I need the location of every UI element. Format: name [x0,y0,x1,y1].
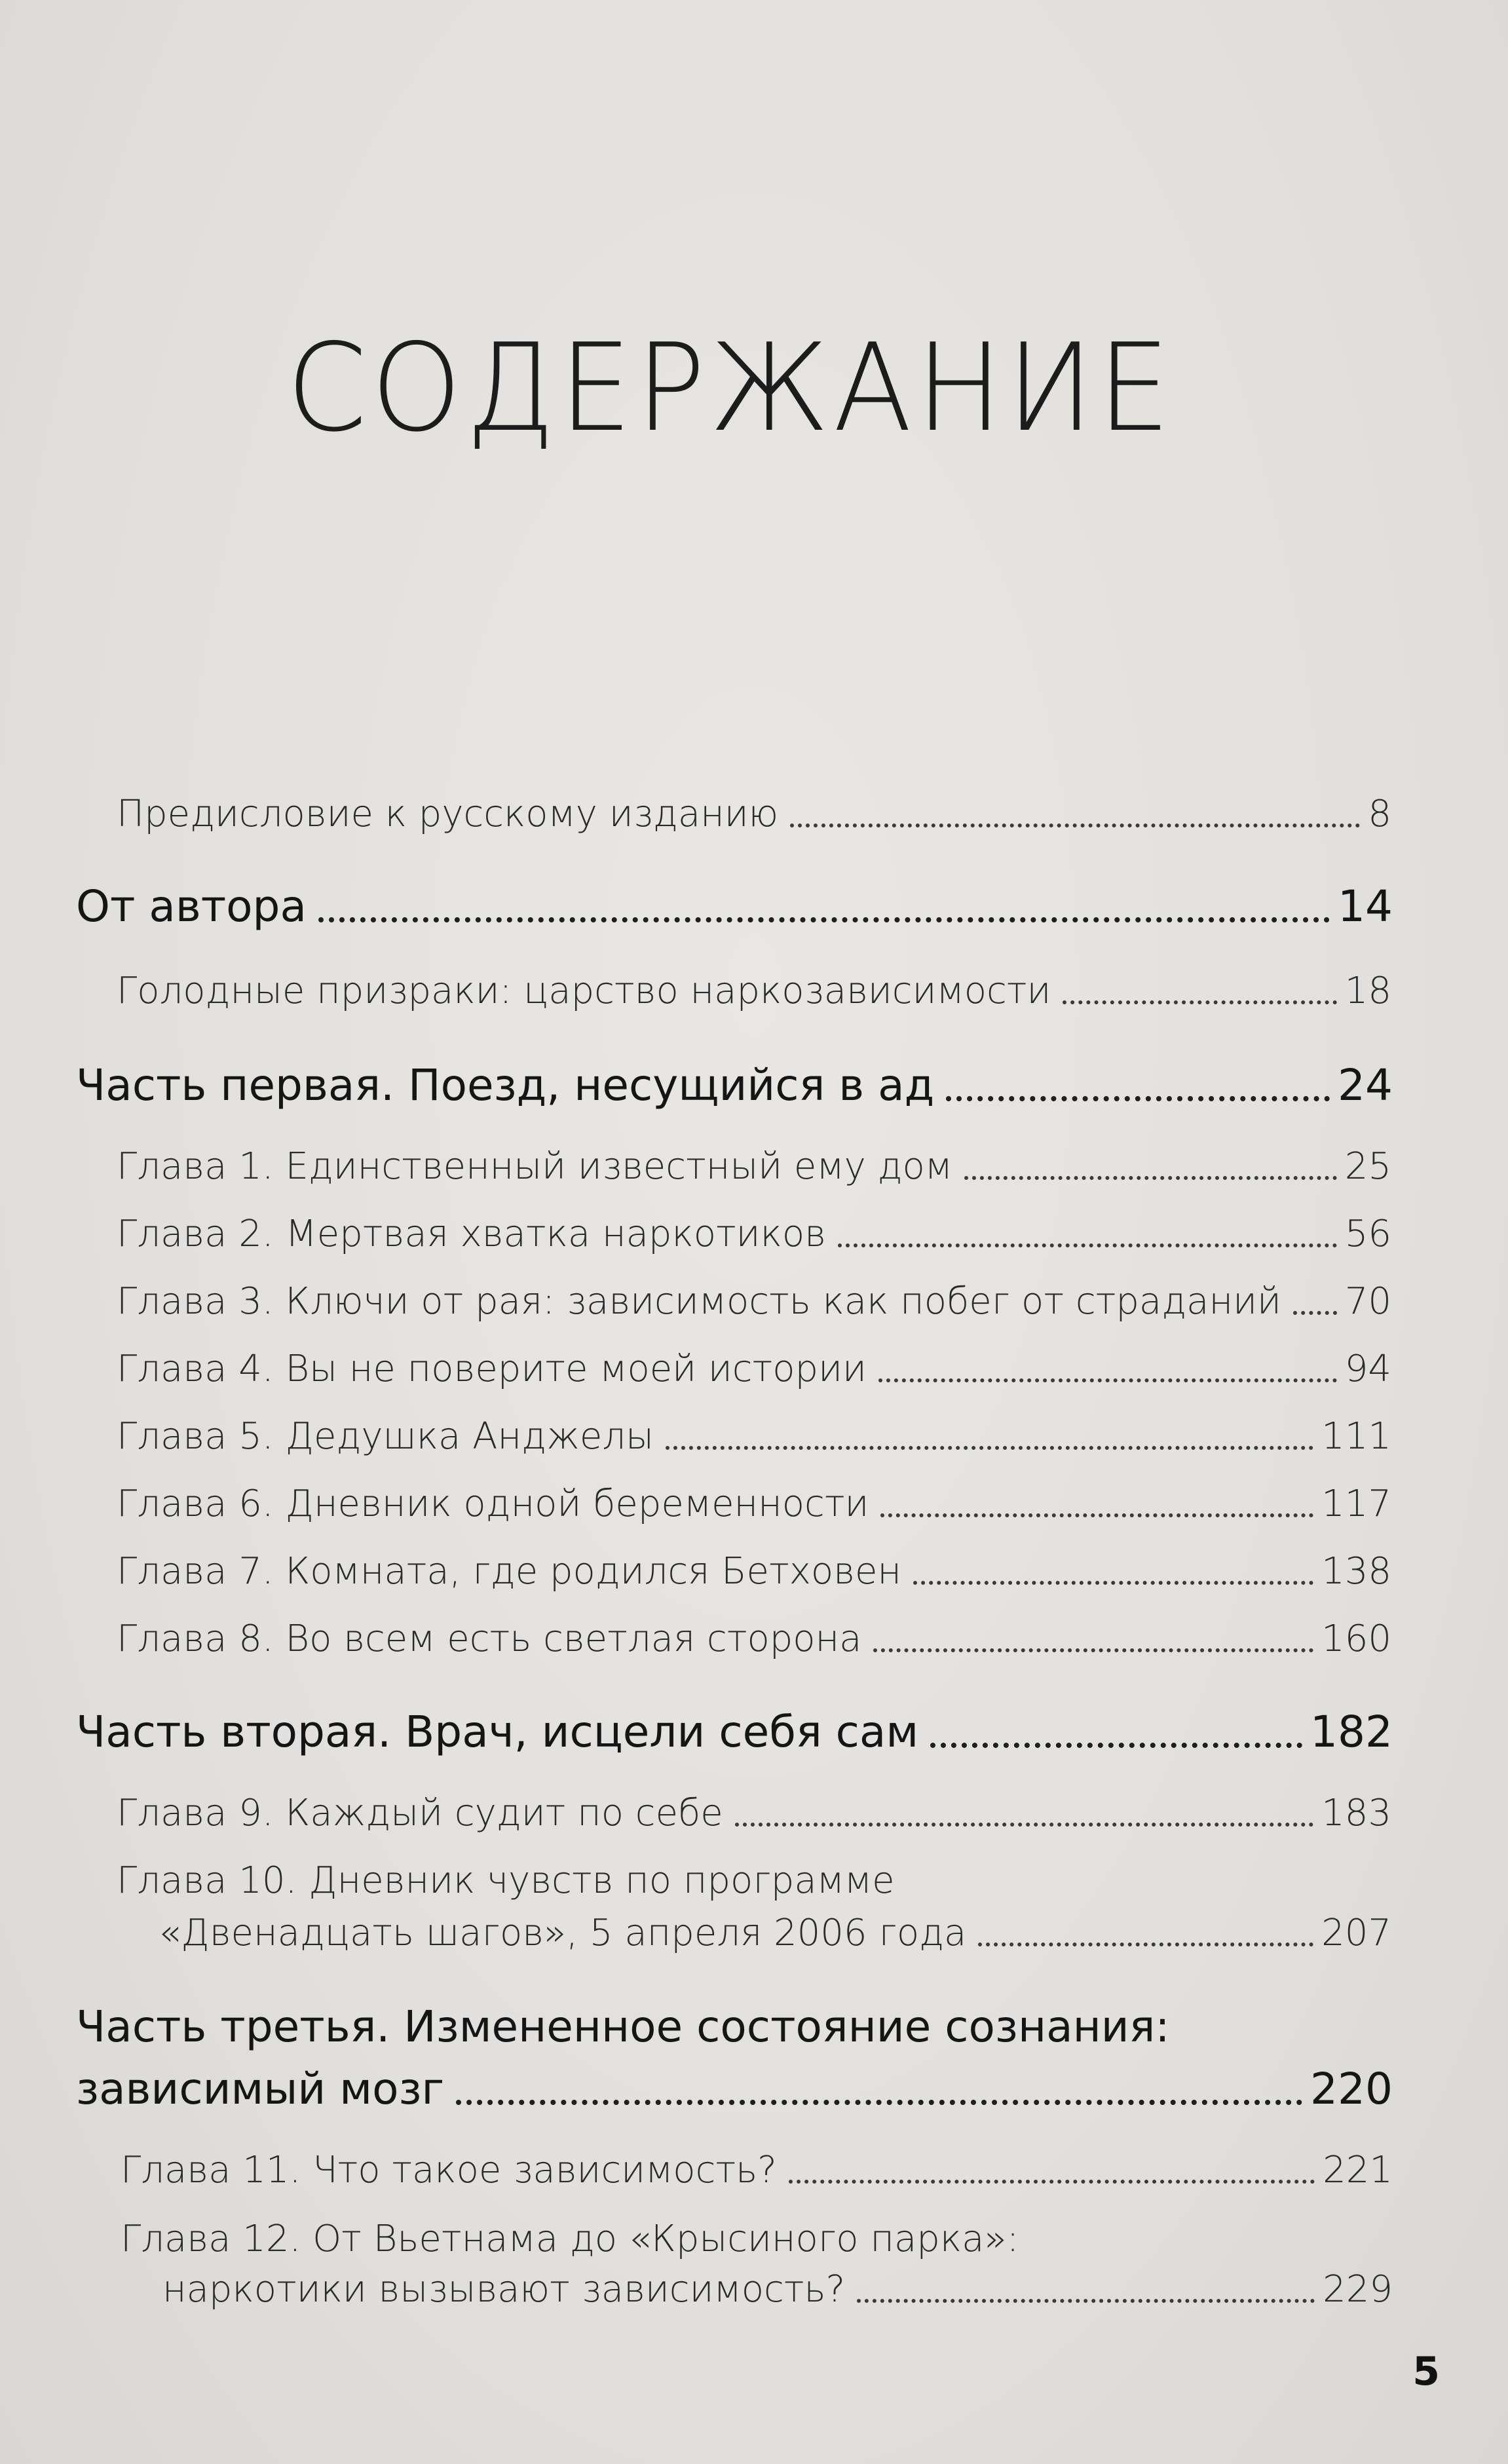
toc-entry-page: 138 [1321,1550,1391,1593]
toc-entry-page: 8 [1368,793,1391,835]
toc-entry-label: От автора [76,881,307,932]
toc-entry-label: Предисловие к русскому изданию [117,793,779,835]
toc-entry-page: 160 [1321,1618,1391,1660]
dot-leader [838,1243,1337,1247]
toc-entry-chapter-2 [117,1213,1391,1255]
toc-entry-label: Глава 5. Дедушка Анджелы [117,1415,654,1458]
toc-entry-chapter-9 [117,1792,1391,1834]
toc-entry-page: 94 [1344,1348,1391,1390]
toc-entry-label: Глава 9. Каждый судит по себе [117,1792,723,1834]
toc-entry-chapter-3 [117,1280,1391,1323]
toc-entry-chapter-12 [162,2268,1393,2311]
toc-entry-label: Глава 2. Мертвая хватка наркотиков [117,1213,826,1255]
toc-entry-page: 25 [1344,1145,1391,1188]
toc-entry-part-two [76,1707,1393,1757]
toc-entry-chapter-6 [117,1483,1391,1525]
dot-leader [735,1823,1313,1827]
toc-entry-page: 183 [1321,1792,1391,1834]
toc-entry-chapter-1 [117,1145,1391,1188]
toc-entry-chapter-10-line1: Глава 10. Дневник чувств по программе [117,1859,895,1902]
dot-leader [913,1581,1313,1585]
toc-entry-page: 220 [1310,2064,1393,2114]
toc-entry-page: 117 [1321,1483,1391,1525]
toc-entry-part-three-line1: Часть третья. Измененное состояние сознания: [76,2001,1170,2052]
dot-leader [1063,1000,1336,1004]
toc-entry-page: 56 [1344,1213,1391,1255]
toc-entry-chapter-5 [117,1415,1391,1458]
toc-entry-page: 111 [1321,1415,1391,1458]
toc-entry-label: Глава 6. Дневник одной беременности [117,1483,869,1525]
toc-entry-label: Глава 3. Ключи от рая: зависимость как побег от страданий [117,1280,1281,1323]
toc-entry-label: Глава 4. Вы не поверите моей истории [117,1348,867,1390]
toc-entry-label: Часть первая. Поезд, несущийся в ад [76,1060,935,1110]
dot-leader [1293,1311,1337,1315]
dot-leader [930,1743,1302,1748]
toc-entry-label: Часть вторая. Врач, исцели себя сам [76,1707,919,1757]
toc-entry-chapter-10 [159,1912,1391,1954]
toc-entry-page: 182 [1310,1707,1393,1757]
toc-entry-page: 221 [1323,2149,1393,2191]
toc-entry-from-author [76,881,1393,932]
dot-leader [318,917,1330,922]
toc-entry-part-three [76,2064,1393,2114]
page-title: СОДЕРЖАНИЕ [286,317,1175,459]
toc-entry-label: Глава 1. Единственный известный ему дом [117,1145,952,1188]
toc-entry-chapter-4 [117,1348,1391,1390]
toc-entry-preface [117,793,1391,835]
toc-entry-label: Глава 11. Что такое зависимость? [121,2149,777,2191]
toc-entry-label: Глава 8. Во всем есть светлая сторона [117,1618,862,1660]
page-number: 5 [1412,2349,1440,2395]
dot-leader [878,1378,1337,1382]
toc-entry-page: 18 [1344,970,1391,1012]
toc-entry-label: Глава 7. Комната, где родился Бетховен [117,1550,902,1593]
toc-entry-chapter-7 [117,1550,1391,1593]
dot-leader [946,1096,1330,1101]
dot-leader [789,2180,1315,2184]
toc-entry-part-one [76,1060,1393,1110]
toc-entry-page: 70 [1344,1280,1391,1323]
dot-leader [456,2100,1302,2105]
dot-leader [666,1446,1313,1450]
toc-entry-label: Голодные призраки: царство наркозависимости [117,970,1051,1012]
dot-leader [873,1648,1313,1652]
toc-entry-label: зависимый мозг [76,2064,445,2114]
toc-entry-hungry-ghosts [117,970,1391,1012]
toc-entry-chapter-11 [121,2149,1393,2191]
toc-entry-label: наркотики вызывают зависимость? [162,2268,846,2311]
toc-entry-chapter-8 [117,1618,1391,1660]
toc-entry-page: 207 [1321,1912,1391,1954]
dot-leader [964,1176,1337,1180]
toc-entry-page: 229 [1323,2268,1393,2311]
toc-entry-label: «Двенадцать шагов», 5 апреля 2006 года [159,1912,967,1954]
dot-leader [790,824,1360,827]
dot-leader [857,2299,1315,2303]
dot-leader [880,1513,1313,1517]
toc-entry-page: 24 [1338,1060,1393,1110]
toc-entry-page: 14 [1338,881,1393,932]
dot-leader [978,1943,1313,1946]
toc-entry-chapter-12-line1: Глава 12. От Вьетнама до «Крысиного парка»: [121,2218,1019,2260]
